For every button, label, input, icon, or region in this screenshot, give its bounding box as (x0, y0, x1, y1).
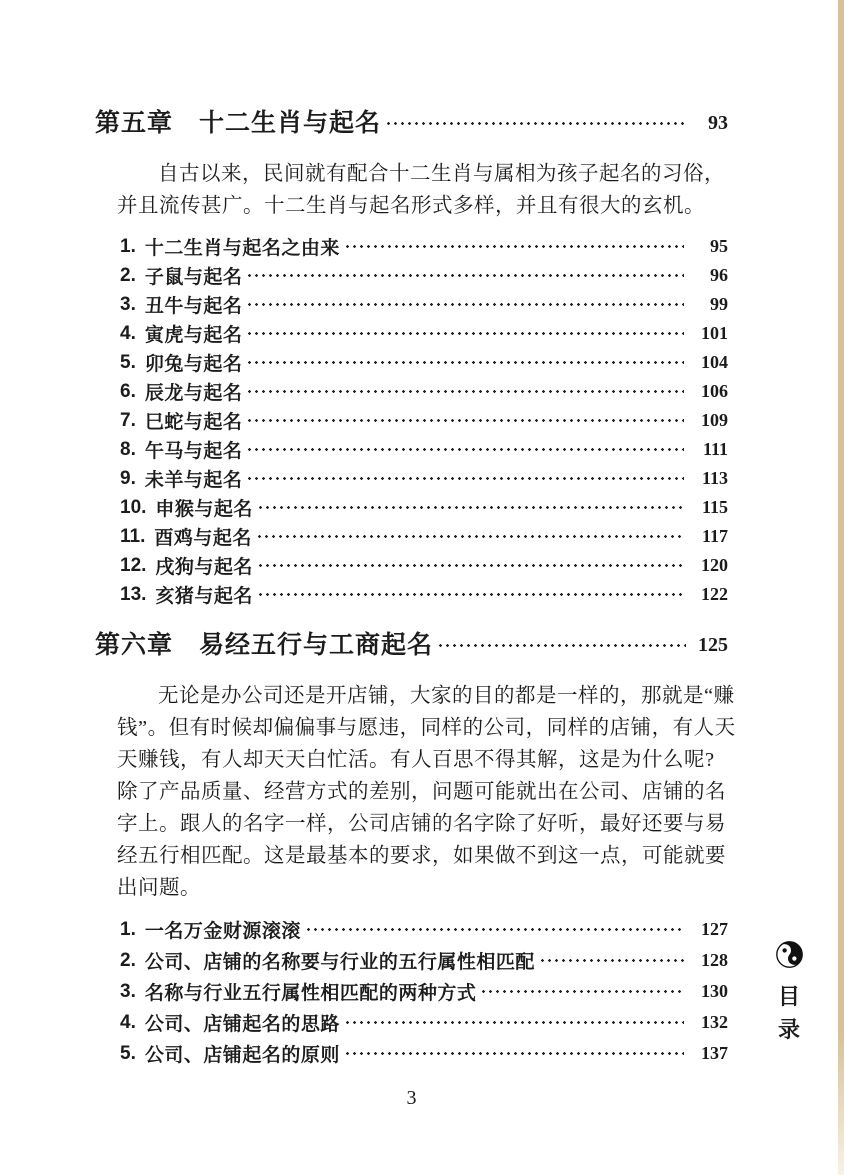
chapter-title: 十二生肖与起名 (199, 109, 382, 137)
toc-entry-number: 11. (120, 525, 146, 547)
dot-leader (257, 498, 684, 517)
chapter-title: 易经五行与工商起名 (199, 631, 434, 659)
chapter-page-number: 93 (708, 112, 728, 134)
toc-entry-number: 7. (120, 409, 136, 431)
toc-entry (120, 1007, 728, 1038)
chapter-section (95, 108, 728, 609)
sidebar-char-lu: 录 (777, 1017, 800, 1042)
toc-entry-page-number: 106 (701, 381, 728, 401)
toc-entry-page-number: 101 (701, 323, 728, 343)
toc-entry-number: 4. (120, 322, 136, 344)
toc-entry-title: 名称与行业五行属性相匹配的两种方式 (144, 983, 477, 1004)
toc-entry-number: 1. (120, 918, 136, 940)
dot-leader (257, 556, 684, 575)
folio-page-number: 3 (406, 1087, 417, 1109)
toc-entry (120, 319, 728, 348)
page-edge-strip (838, 0, 844, 1175)
toc-entry-number: 8. (120, 438, 136, 460)
toc-entry-number: 3. (120, 293, 136, 315)
dot-leader (246, 353, 684, 372)
dot-leader (246, 411, 684, 430)
toc-entry (120, 1038, 728, 1069)
toc-entry-page-number: 99 (710, 294, 728, 314)
toc-entry-title: 一名万金财源滚滚 (144, 921, 301, 942)
toc-entry-number: 10. (120, 496, 147, 518)
toc-entry-page-number: 120 (701, 555, 728, 575)
toc-entry-title: 午马与起名 (144, 441, 243, 462)
toc-entry-title: 公司、店铺起名的思路 (144, 1014, 340, 1035)
dot-leader (256, 527, 684, 546)
chapter-intro-paragraph (117, 680, 736, 904)
toc-entry-number: 6. (120, 380, 136, 402)
toc-entry-page-number: 95 (710, 236, 728, 256)
toc-entry (120, 551, 728, 580)
chapter-section (95, 630, 736, 1069)
paragraph-line: 自古以来，民间就有配合十二生肖与属相为孩子起名的习俗， (158, 163, 725, 185)
toc-entry-page-number: 113 (701, 468, 728, 488)
toc-entry (120, 377, 728, 406)
toc-entry-page-number: 127 (701, 919, 728, 939)
toc-entry (120, 914, 728, 945)
paragraph-line: 经五行相匹配。这是最基本的要求，如果做不到这一点，可能就要 (117, 845, 726, 867)
toc-entry-page-number: 117 (701, 526, 728, 546)
toc-entry (120, 464, 728, 493)
chapter-heading (95, 630, 728, 660)
chapter-item-list (120, 232, 728, 609)
toc-entry-title: 公司、店铺起名的原则 (144, 1045, 340, 1066)
paragraph-line: 除了产品质量、经营方式的差别，问题可能就出在公司、店铺的名 (117, 781, 726, 803)
chapter-label: 第六章 (95, 631, 174, 659)
dot-leader (246, 382, 684, 401)
toc-entry-page-number: 104 (701, 352, 728, 372)
toc-entry-title: 寅虎与起名 (144, 325, 243, 346)
chapter-item-list (120, 914, 728, 1069)
dot-leader (344, 1044, 684, 1063)
toc-entry-title: 公司、店铺的名称要与行业的五行属性相匹配 (144, 952, 535, 973)
toc-entry-number: 5. (120, 351, 136, 373)
dot-leader (246, 295, 684, 314)
toc-entry-number: 13. (120, 583, 147, 605)
dot-leader (246, 469, 684, 488)
toc-entry-number: 9. (120, 467, 136, 489)
toc-entry (120, 232, 728, 261)
toc-entry (120, 406, 728, 435)
toc-entry-page-number: 137 (701, 1043, 728, 1063)
toc-entry (120, 945, 728, 976)
sidebar-contents-label (772, 941, 806, 1043)
toc-entry (120, 435, 728, 464)
toc-entry-page-number: 115 (701, 497, 728, 517)
paragraph-line: 并且流传甚广。十二生肖与起名形式多样，并且有很大的玄机。 (117, 195, 705, 217)
toc-entry-page-number: 109 (701, 410, 728, 430)
toc-entry-title: 巳蛇与起名 (144, 412, 243, 433)
paragraph-line: 钱”。但有时候却偏偏事与愿违，同样的公司，同样的店铺，有人天 (117, 717, 736, 739)
toc-entry (120, 976, 728, 1007)
chapters (95, 108, 736, 1069)
dot-leader (344, 1013, 684, 1032)
toc-entry-title: 十二生肖与起名之由来 (144, 238, 340, 259)
dot-leader (480, 982, 684, 1001)
dot-leader (246, 266, 684, 285)
paragraph-line: 天赚钱，有人却天天白忙活。有人百思不得其解，这是为什么呢? (117, 749, 715, 771)
yin-yang-icon (770, 935, 808, 973)
sidebar-char-mu: 目 (777, 984, 800, 1009)
toc-entry (120, 580, 728, 609)
dot-leader (385, 111, 686, 136)
toc-entry-number: 5. (120, 1042, 136, 1064)
toc-entry-title: 亥猪与起名 (155, 586, 253, 607)
toc-entry-number: 1. (120, 235, 136, 257)
paragraph-line: 字上。跟人的名字一样，公司店铺的名字除了好听，最好还要与易 (117, 813, 726, 835)
toc-entry (120, 522, 728, 551)
dot-leader (246, 440, 684, 459)
toc-entry (120, 493, 728, 522)
toc-entry-page-number: 111 (702, 439, 728, 459)
toc-entry-page-number: 122 (701, 584, 728, 604)
toc-entry-title: 酉鸡与起名 (154, 528, 252, 549)
toc-entry-number: 2. (120, 264, 136, 286)
toc-entry-title: 子鼠与起名 (144, 267, 243, 288)
dot-leader (257, 585, 684, 604)
toc-entry-title: 卯兔与起名 (144, 354, 243, 375)
toc-entry-page-number: 132 (701, 1012, 728, 1032)
toc-entry-title: 戌狗与起名 (155, 557, 253, 578)
paragraph-line: 无论是办公司还是开店铺，大家的目的都是一样的，那就是“赚 (158, 685, 735, 707)
toc-entry-number: 4. (120, 1011, 136, 1033)
toc-entry (120, 290, 728, 319)
chapter-heading (95, 108, 728, 138)
toc-entry (120, 261, 728, 290)
toc-entry-number: 12. (120, 554, 147, 576)
toc-entry-title: 辰龙与起名 (144, 383, 243, 404)
chapter-intro-paragraph (117, 158, 728, 222)
toc-entry-title: 丑牛与起名 (144, 296, 243, 317)
toc-entry-title: 未羊与起名 (144, 470, 243, 491)
toc-entry-page-number: 128 (701, 950, 728, 970)
dot-leader (437, 633, 686, 658)
toc-entry (120, 348, 728, 377)
dot-leader (539, 951, 684, 970)
paragraph-line: 出问题。 (117, 877, 201, 899)
dot-leader (246, 324, 684, 343)
chapter-page-number: 125 (698, 634, 728, 656)
toc-entry-title: 申猴与起名 (155, 499, 253, 520)
toc-entry-number: 3. (120, 980, 136, 1002)
toc-entry-number: 2. (120, 949, 136, 971)
toc-entry-page-number: 130 (701, 981, 728, 1001)
dot-leader (344, 237, 684, 256)
toc-entry-page-number: 96 (710, 265, 728, 285)
dot-leader (305, 920, 684, 939)
chapter-label: 第五章 (95, 109, 174, 137)
